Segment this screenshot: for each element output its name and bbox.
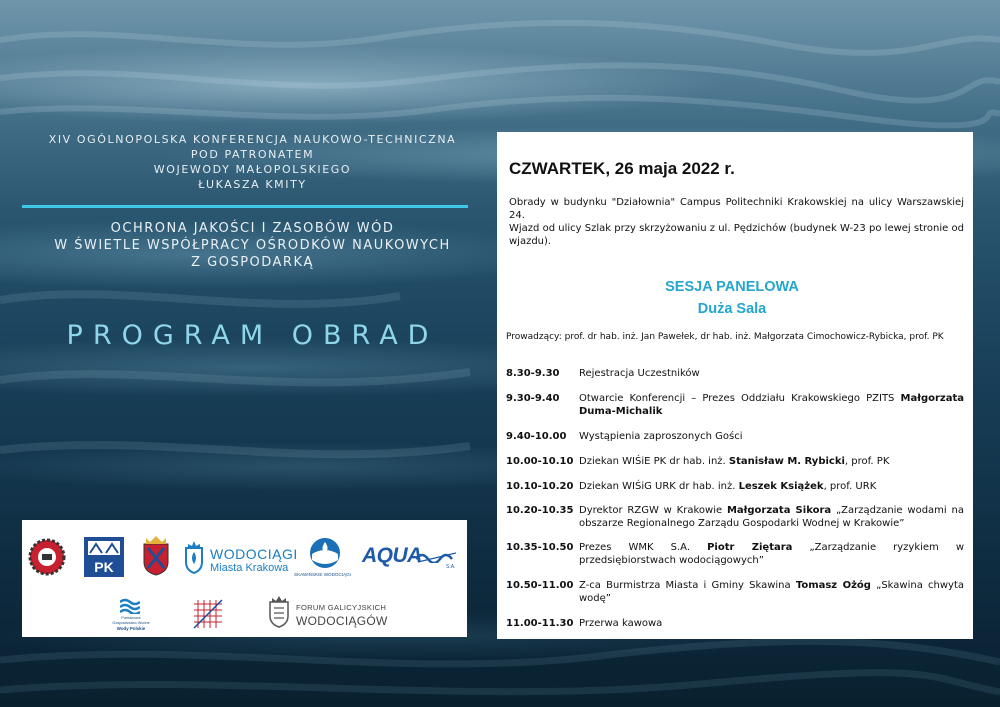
subtitle-line-1: OCHRONA JAKOŚCI I ZASOBÓW WÓD	[110, 221, 395, 236]
agenda-topic: „Skawina chwyta wodę”	[579, 580, 964, 604]
header-line-3: WOJEWODY MAŁOPOLSKIEGO	[153, 163, 352, 176]
venue-info	[509, 196, 964, 248]
agenda-topic: „Zarządzanie wodami na obszarze Regionalnego Zarządu Gospodarki Wodnej w Krakowie”	[579, 505, 964, 529]
wody-polskie-logo	[120, 598, 140, 614]
session-title: SESJA PANELOWA	[665, 279, 799, 295]
agenda-speaker: Leszek Książek	[738, 481, 824, 492]
agenda-text: Wystąpienia zaproszonych Gości	[579, 431, 743, 442]
aqua-sub: S.A.	[446, 564, 456, 570]
conference-header	[20, 132, 485, 192]
session-heading	[497, 276, 967, 320]
agenda-topic: , prof. URK	[823, 481, 877, 492]
agenda-time: 10.50-11.00	[506, 580, 574, 591]
wody-polskie-line-3: Wody Polskie	[116, 626, 146, 631]
forum-galicyjskich-crest	[268, 596, 290, 628]
agenda-text: Prezes WMK S.A.	[579, 542, 708, 553]
header-line-1: XIV OGÓLNOPOLSKA KONFERENCJA NAUKOWO-TECHNICZNA	[48, 133, 457, 146]
aqua-wave-icon	[416, 549, 456, 563]
pzits-logo	[28, 538, 66, 576]
day-title: CZWARTEK, 26 maja 2022 r.	[509, 159, 735, 178]
wodociagi-subtitle: Miasta Krakowa	[210, 562, 289, 574]
agenda-topic: „Zarządzanie ryzykiem w przedsiębiorstwach wodociągowych”	[579, 542, 965, 566]
venue-entrance: Wjazd od ulicy Szlak przy skrzyżowaniu z ul. Pędzichów (budynek W-23 po lewej stronie od wjazdu).	[509, 223, 964, 247]
agenda-speaker: Małgorzata Duma-Michalik	[579, 393, 964, 417]
agenda-time: 8.30-9.30	[506, 368, 560, 379]
schedule-panel	[497, 132, 973, 639]
agenda-speaker: Małgorzata Sikora	[726, 505, 832, 516]
agenda-text: Dziekan WIŚiG URK dr hab. inż.	[579, 481, 739, 492]
agenda-description	[579, 367, 964, 380]
grid-logo	[192, 598, 224, 630]
pk-logo	[84, 537, 124, 577]
agenda-speaker: Stanisław M. Rybicki	[728, 456, 845, 467]
partner-logos	[22, 520, 467, 637]
agenda-description	[579, 541, 964, 567]
wodociagi-krakow-logo	[182, 540, 206, 574]
header-line-2: POD PATRONATEM	[190, 148, 315, 161]
agenda-description	[579, 617, 964, 630]
skawina-logo	[308, 536, 342, 570]
forum-line-2: WODOCIĄGÓW	[296, 614, 388, 628]
aqua-logo: AQUA	[362, 544, 422, 567]
agenda-text: Z-ca Burmistrza Miasta i Gminy Skawina	[579, 580, 796, 591]
agenda-description	[579, 480, 964, 493]
agenda-topic: , prof. PK	[844, 456, 890, 467]
wody-polskie-line-2: Gospodarstwo Wodne	[112, 621, 150, 625]
agenda-time: 11.00-11.30	[506, 618, 574, 629]
wodociagi-title: WODOCIĄGI	[210, 546, 298, 562]
subtitle-line-3: Z GOSPODARKĄ	[191, 255, 314, 270]
agenda-text: Dziekan WIŚiE PK dr hab. inż.	[579, 456, 729, 467]
krakow-coat-of-arms	[142, 536, 170, 576]
conference-subtitle	[20, 220, 485, 271]
header-divider	[22, 205, 468, 208]
skawina-label: SKAWIŃSKIE WODOCIĄGI	[294, 572, 352, 577]
agenda-time: 10.00-10.10	[506, 456, 574, 467]
agenda-text: Otwarcie Konferencji – Prezes Oddziału Krakowskiego PZITS	[579, 393, 901, 404]
venue-address: Obrady w budynku "Działownia" Campus Politechniki Krakowskiej na ulicy Warszawskiej 24.	[509, 197, 964, 221]
wody-polskie-line-1: Państwowe	[121, 616, 141, 620]
forum-line-1: FORUM GALICYJSKICH	[296, 603, 387, 612]
agenda-description	[579, 504, 964, 530]
agenda-text: Dyrektor RZGW w Krakowie	[579, 505, 727, 516]
agenda-text: Przerwa kawowa	[579, 618, 663, 629]
agenda-description	[579, 579, 964, 605]
agenda-text: Rejestracja Uczestników	[579, 368, 700, 379]
agenda-time: 9.30-9.40	[506, 393, 560, 404]
agenda-time: 10.20-10.35	[506, 505, 574, 516]
header-line-4: ŁUKASZA KMITY	[198, 178, 307, 191]
session-room: Duża Sala	[697, 301, 767, 317]
agenda-description	[579, 392, 964, 418]
agenda-description	[579, 430, 964, 443]
agenda-speaker: Tomasz Ożóg	[795, 580, 871, 591]
pk-label: PK	[94, 559, 114, 575]
agenda-time: 10.10-10.20	[506, 481, 574, 492]
agenda-speaker: Piotr Ziętara	[707, 542, 793, 553]
subtitle-line-2: W ŚWIETLE WSPÓŁPRACY OŚRODKÓW NAUKOWYCH	[54, 238, 451, 253]
agenda-time: 9.40-10.00	[506, 431, 567, 442]
agenda-description	[579, 455, 964, 468]
program-title: PROGRAM OBRAD	[66, 320, 439, 351]
session-chairs: Prowadzący: prof. dr hab. inż. Jan Pawełek, dr hab. inż. Małgorzata Cimochowicz-Rybicka, prof. PK	[506, 332, 944, 342]
agenda-time: 10.35-10.50	[506, 542, 574, 553]
